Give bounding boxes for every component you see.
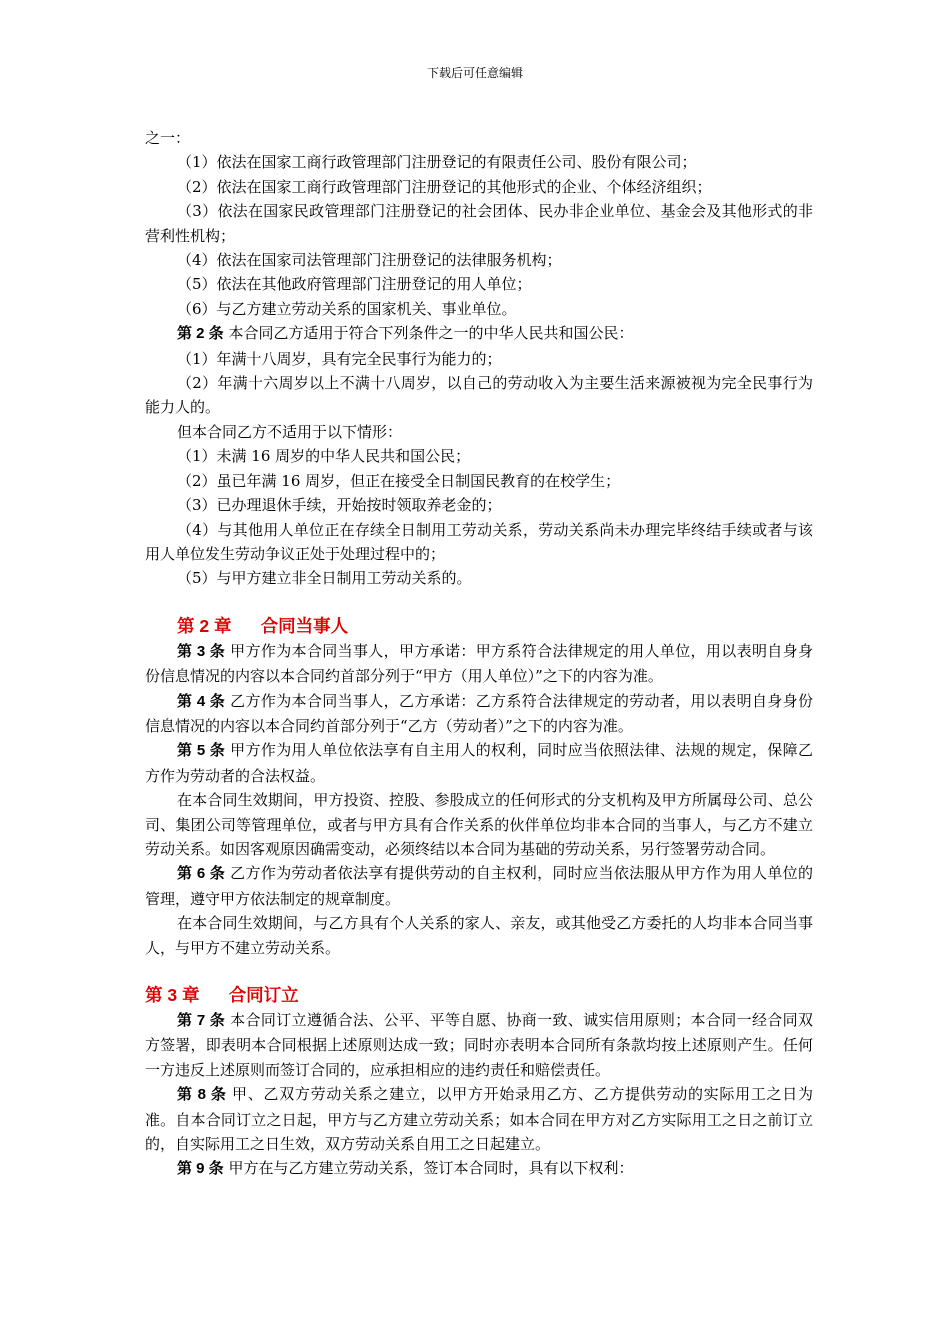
article-label: 第 2 条 (177, 325, 224, 343)
article-text: 甲方作为用人单位依法享有自主用人的权利，同时应当依照法律、法规的规定，保障乙方作为劳动者的合法权益。 (145, 741, 813, 785)
chapter-heading-3: 第 3 章 合同订立 (145, 985, 299, 1005)
list-item: （2）虽已年满 16 周岁，但正在接受全日制国民教育的在校学生； (177, 471, 621, 490)
article-text: 乙方作为本合同当事人，乙方承诺：乙方系符合法律规定的劳动者，用以表明自身身份信息情况的内容以本合同约首部分列于“乙方（劳动者）”之下的内容为准。 (145, 691, 813, 735)
list-item: （2）依法在国家工商行政管理部门注册登记的其他形式的企业、个体经济组织； (177, 177, 712, 196)
list-item: （3）已办理退休手续，开始按时领取养老金的； (177, 496, 502, 515)
list-item: （1）年满十八周岁，具有完全民事行为能力的； (177, 349, 502, 368)
paragraph: 在本合同生效期间，甲方投资、控股、参股成立的任何形式的分支机构及甲方所属母公司、总公司、集团公司等管理单位，或者与甲方具有合作关系的伙伴单位均非本合同的当事人，与乙方不建立劳动关系。如因客观原因确需变动，必须终结以本合同为基础的劳动关系，另行签署劳动合同。 (145, 791, 813, 858)
article-label: 第 7 条 (177, 1012, 226, 1029)
list-item: （1）未满 16 周岁的中华人民共和国公民； (177, 447, 471, 466)
paragraph: 之一： (145, 129, 191, 147)
page-header-note: 下载后可任意编辑 (426, 66, 523, 80)
article-text: 甲、乙双方劳动关系之建立，以甲方开始录用乙方、乙方提供劳动的实际用工之日为准。自本合同订立之日起，甲方与乙方建立劳动关系；如本合同在甲方对乙方实际用工之日之前订立的，自实际用工之日生效，双方劳动关系自用工之日起建立。 (145, 1085, 813, 1154)
article-label: 第 5 条 (177, 742, 226, 760)
article-label: 第 4 条 (177, 692, 226, 710)
article-6 (145, 861, 813, 911)
article-3 (145, 639, 813, 689)
article-text: 本合同订立遵循合法、公平、平等自愿、协商一致、诚实信用原则；本合同一经合同双方签署，即表明本合同根据上述原则达成一致；同时亦表明本合同所有条款均按上述原则产生。任何一方违反上述原则而签订合同的，应承担相应的违约责任和赔偿责任。 (145, 1011, 813, 1079)
article-label: 第 6 条 (177, 865, 226, 883)
article-4 (145, 689, 813, 739)
article-text: 乙方作为劳动者依法享有提供劳动的自主权利，同时应当依法服从甲方作为用人单位的管理，遵守甲方依法制定的规章制度。 (145, 864, 813, 908)
article-text: 本合同乙方适用于符合下列条件之一的中华人民共和国公民： (223, 324, 634, 343)
article-9 (145, 1156, 813, 1181)
article-label: 第 8 条 (177, 1086, 227, 1104)
list-item: （6）与乙方建立劳动关系的国家机关、事业单位。 (177, 299, 517, 318)
list-item: （4）依法在国家司法管理部门注册登记的法律服务机构； (177, 251, 562, 270)
article-label: 第 3 条 (177, 642, 226, 660)
article-2 (145, 321, 813, 346)
article-8 (145, 1082, 813, 1156)
article-7 (145, 1008, 813, 1082)
article-text: 甲方作为本合同当事人，甲方承诺：甲方系符合法律规定的用人单位，用以表明自身身份信息情况的内容以本合同约首部分列于“甲方（用人单位）”之下的内容为准。 (145, 641, 813, 686)
list-item: （5）与甲方建立非全日制用工劳动关系的。 (177, 569, 472, 588)
article-5 (145, 738, 813, 788)
chapter-heading-2: 第 2 章 合同当事人 (177, 615, 349, 636)
list-item: （4）与其他用人单位正在存续全日制用工劳动关系，劳动关系尚未办理完毕终结手续或者与该用人单位发生劳动争议正处于处理过程中的； (145, 520, 813, 563)
article-label: 第 9 条 (177, 1160, 224, 1178)
list-item: （3）依法在国家民政管理部门注册登记的社会团体、民办非企业单位、基金会及其他形式的非营利性机构； (145, 202, 813, 245)
document-body (145, 126, 813, 1182)
list-item: （1）依法在国家工商行政管理部门注册登记的有限责任公司、股份有限公司； (177, 153, 697, 172)
list-item: （2）年满十六周岁以上不满十八周岁，以自己的劳动收入为主要生活来源被视为完全民事行为能力人的。 (145, 374, 813, 417)
paragraph: 但本合同乙方不适用于以下情形： (177, 422, 403, 441)
list-item: （5）依法在其他政府管理部门注册登记的用人单位； (177, 275, 532, 294)
article-text: 甲方在与乙方建立劳动关系，签订本合同时，具有以下权利： (223, 1159, 634, 1178)
paragraph: 在本合同生效期间，与乙方具有个人关系的家人、亲友，或其他受乙方委托的人均非本合同当事人，与甲方不建立劳动关系。 (145, 914, 813, 957)
